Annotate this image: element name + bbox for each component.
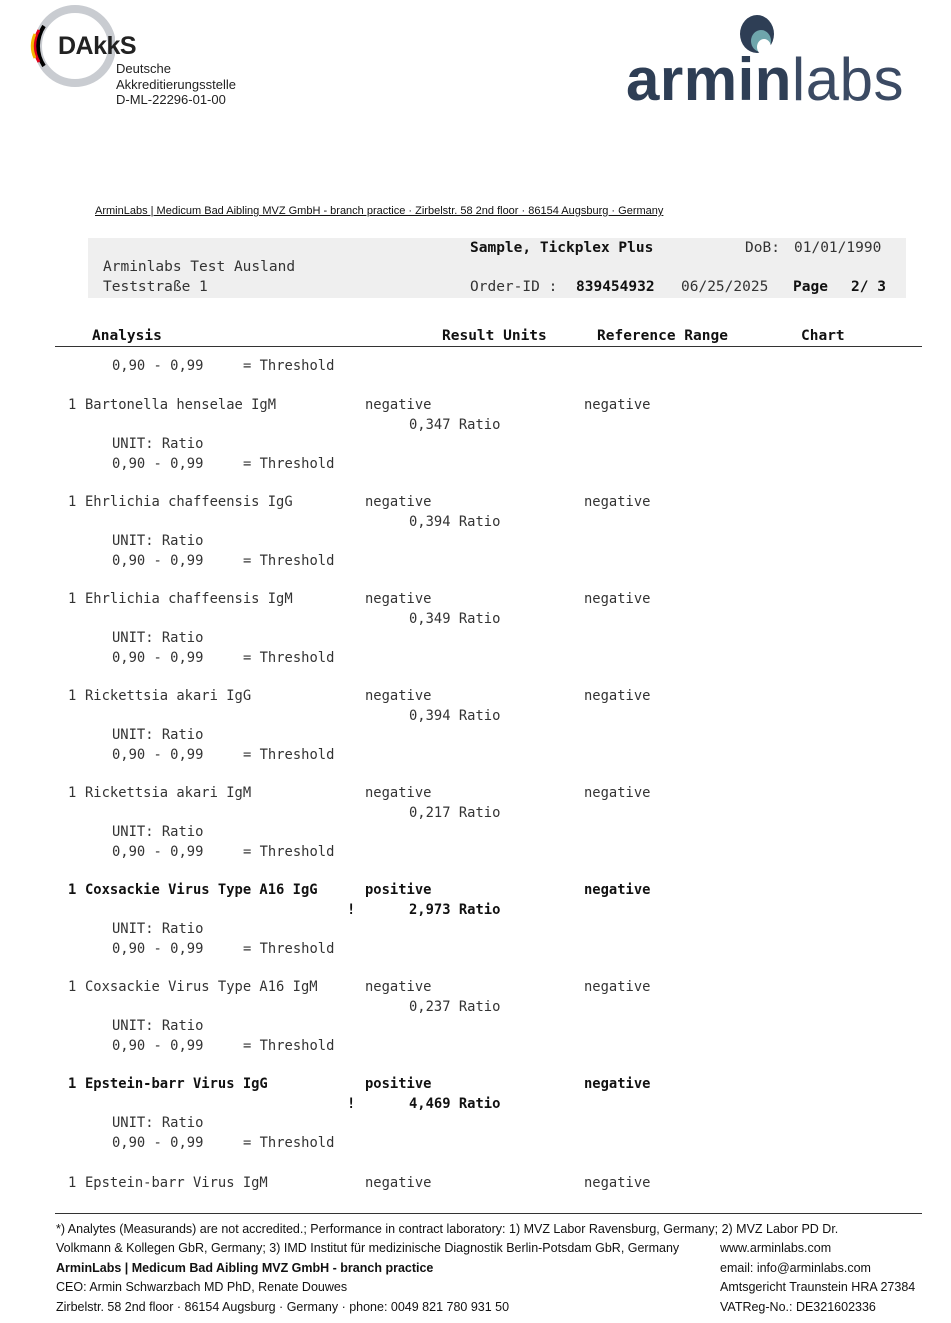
arminlabs-logo: [626, 14, 926, 114]
result-qualitative: positive: [365, 1076, 432, 1092]
result-value: 0,237 Ratio: [409, 998, 501, 1015]
dob-value: 01/01/1990: [794, 240, 882, 256]
page-label: Page: [793, 279, 828, 295]
result-lab-ref: 1: [68, 1076, 77, 1092]
result-threshold: = Threshold: [243, 552, 335, 569]
footer-ceo: CEO: Armin Schwarzbach MD PhD, Renate Douwes: [56, 1280, 348, 1294]
result-unit: UNIT: Ratio: [112, 1018, 204, 1034]
result-range: 0,90 - 0,99: [112, 843, 204, 860]
result-lab-ref: 1: [68, 591, 77, 607]
result-analysis-name: Coxsackie Virus Type A16 IgG: [85, 882, 318, 898]
sample-label: Sample, Tickplex Plus: [470, 240, 654, 256]
last-row-result: negative: [365, 1175, 432, 1191]
result-analysis-name: Epstein-barr Virus IgG: [85, 1076, 268, 1092]
result-qualitative: negative: [365, 397, 432, 413]
result-reference: negative: [584, 591, 651, 607]
footer-note-line1: *) Analytes (Measurands) are not accredited.; Performance in contract laboratory: 1) MVZ Labor Ravensburg, Germany; 2) MVZ Labor PD Dr.: [56, 1222, 839, 1236]
result-reference: negative: [584, 688, 651, 704]
last-row-name: Epstein-barr Virus IgM: [85, 1175, 268, 1191]
footer-address: Zirbelstr. 58 2nd floor · 86154 Augsburg · Germany · phone: 0049 821 780 931 50: [56, 1300, 510, 1314]
results-column-header: [55, 326, 922, 347]
dakks-subtitle: [116, 61, 236, 108]
result-value: 0,394 Ratio: [409, 513, 501, 530]
order-id-label: Order-ID :: [470, 279, 558, 295]
sender-address-line: ArminLabs | Medicum Bad Aibling MVZ GmbH - branch practice · Zirbelstr. 58 2nd floor · 86154 Augsburg · Germany: [95, 205, 664, 217]
patient-street: Teststraße 1: [103, 279, 208, 295]
result-analysis-name: Coxsackie Virus Type A16 IgM: [85, 979, 318, 995]
result-range: 0,90 - 0,99: [112, 552, 204, 569]
result-threshold: = Threshold: [243, 843, 335, 860]
result-lab-ref: 1: [68, 882, 77, 898]
result-unit: UNIT: Ratio: [112, 727, 204, 743]
dakks-line1: Deutsche: [116, 61, 171, 76]
result-value: 4,469 Ratio: [409, 1095, 501, 1112]
footer-email[interactable]: email: info@arminlabs.com: [720, 1261, 871, 1275]
result-value: 2,973 Ratio: [409, 901, 501, 918]
last-row-reference: negative: [584, 1175, 651, 1191]
result-reference: negative: [584, 397, 651, 413]
arminlabs-word-light: labs: [791, 46, 904, 113]
footer-vat: VATReg-No.: DE321602336: [720, 1300, 876, 1314]
result-range: 0,90 - 0,99: [112, 940, 204, 957]
footer-court: Amtsgericht Traunstein HRA 27384: [720, 1280, 916, 1294]
result-qualitative: negative: [365, 979, 432, 995]
order-id-value: 839454932: [576, 279, 655, 295]
dakks-line2: Akkreditierungsstelle: [116, 76, 236, 92]
result-threshold: = Threshold: [243, 455, 335, 472]
result-threshold: = Threshold: [243, 940, 335, 957]
result-qualitative: positive: [365, 882, 432, 898]
result-flag: !: [347, 901, 356, 918]
result-analysis-name: Ehrlichia chaffeensis IgG: [85, 494, 293, 510]
result-value: 0,217 Ratio: [409, 804, 501, 821]
result-value: 0,347 Ratio: [409, 416, 501, 433]
result-lab-ref: 1: [68, 397, 77, 413]
result-threshold: = Threshold: [243, 746, 335, 763]
result-threshold: = Threshold: [243, 649, 335, 666]
result-unit: UNIT: Ratio: [112, 436, 204, 452]
result-reference: negative: [584, 494, 651, 510]
patient-name: Arminlabs Test Ausland: [103, 259, 296, 275]
result-lab-ref: 1: [68, 688, 77, 704]
result-analysis-name: Ehrlichia chaffeensis IgM: [85, 591, 293, 607]
result-qualitative: negative: [365, 591, 432, 607]
dakks-title: DAkkS: [58, 32, 137, 60]
result-range: 0,90 - 0,99: [112, 1134, 204, 1151]
result-analysis-name: Rickettsia akari IgM: [85, 785, 252, 801]
result-unit: UNIT: Ratio: [112, 921, 204, 937]
arminlabs-word-bold: armin: [626, 46, 792, 113]
footer-note-line2: Volkmann & Kollegen GbR, Germany; 3) IMD Institut für medizinische Diagnostik Berlin-Potsdam GbR, Germany: [56, 1241, 680, 1255]
result-value: 0,349 Ratio: [409, 610, 501, 627]
dakks-logo: [30, 4, 250, 114]
result-reference: negative: [584, 785, 651, 801]
footer-website[interactable]: www.arminlabs.com: [720, 1241, 832, 1255]
result-qualitative: negative: [365, 494, 432, 510]
result-range: 0,90 - 0,99: [112, 455, 204, 472]
result-reference: negative: [584, 979, 651, 995]
column-result-units: Result Units: [442, 328, 547, 344]
result-range: 0,90 - 0,99: [112, 1037, 204, 1054]
result-lab-ref: 1: [68, 785, 77, 801]
result-analysis-name: Rickettsia akari IgG: [85, 688, 252, 704]
dob-label: DoB:: [745, 240, 780, 256]
result-qualitative: negative: [365, 785, 432, 801]
result-lab-ref: 1: [68, 979, 77, 995]
footer-divider: [55, 1213, 922, 1214]
result-lab-ref: 1: [68, 494, 77, 510]
dakks-line3: D-ML-22296-01-00: [116, 92, 226, 107]
result-threshold: = Threshold: [243, 1037, 335, 1054]
result-unit: UNIT: Ratio: [112, 533, 204, 549]
result-range: 0,90 - 0,99: [112, 649, 204, 666]
lead-range: 0,90 - 0,99: [112, 358, 204, 374]
result-value: 0,394 Ratio: [409, 707, 501, 724]
arminlabs-wordmark: [626, 46, 904, 113]
result-unit: UNIT: Ratio: [112, 1115, 204, 1131]
result-qualitative: negative: [365, 688, 432, 704]
column-chart: Chart: [801, 328, 845, 344]
page-number: 2/ 3: [851, 279, 886, 295]
column-analysis: Analysis: [92, 328, 162, 344]
result-threshold: = Threshold: [243, 1134, 335, 1151]
result-reference: negative: [584, 882, 651, 898]
result-analysis-name: Bartonella henselae IgM: [85, 397, 277, 413]
result-unit: UNIT: Ratio: [112, 824, 204, 840]
result-unit: UNIT: Ratio: [112, 630, 204, 646]
column-reference-range: Reference Range: [597, 328, 728, 344]
footer-company: ArminLabs | Medicum Bad Aibling MVZ GmbH - branch practice: [56, 1261, 434, 1275]
last-row-lab: 1: [68, 1175, 77, 1191]
result-range: 0,90 - 0,99: [112, 746, 204, 763]
patient-header-box: [88, 238, 906, 298]
lead-threshold: = Threshold: [243, 358, 335, 374]
result-flag: !: [347, 1095, 356, 1112]
report-date: 06/25/2025: [681, 279, 769, 295]
result-reference: negative: [584, 1076, 651, 1092]
